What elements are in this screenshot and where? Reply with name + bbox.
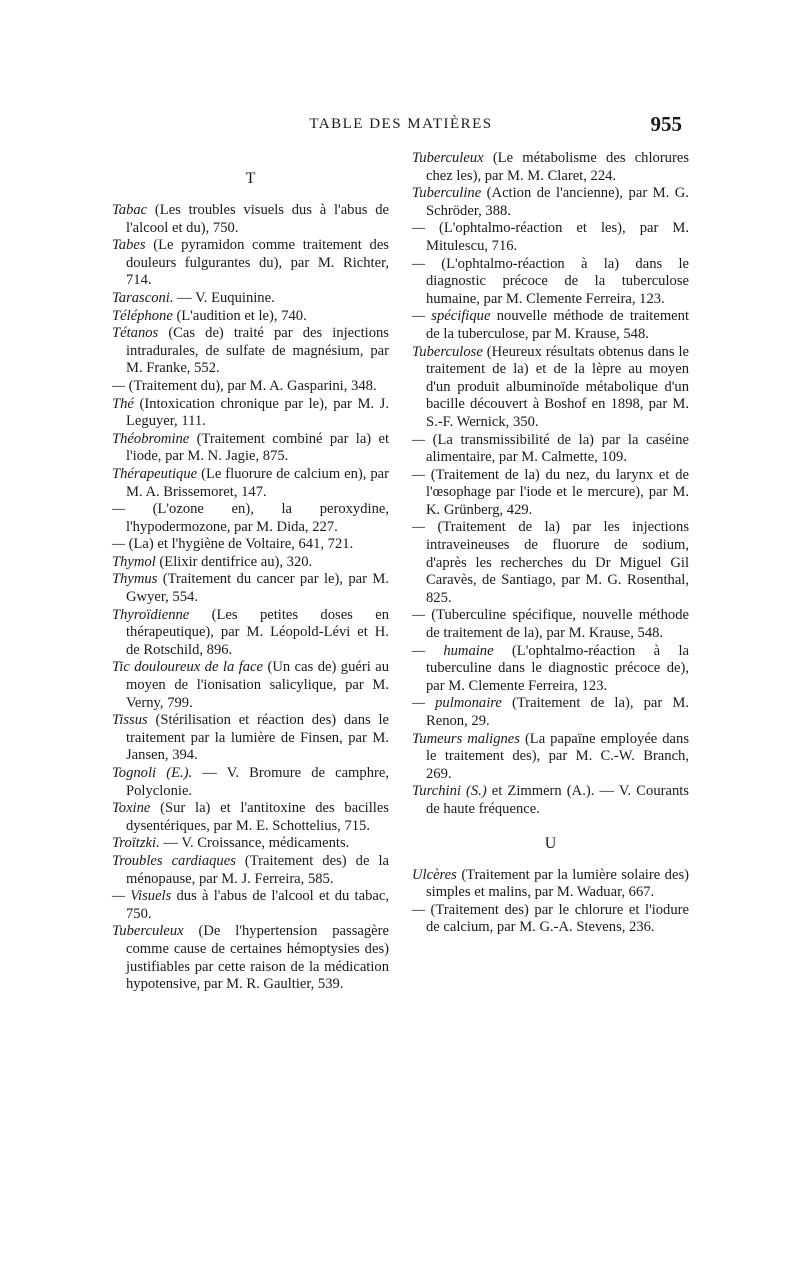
index-entry <box>112 835 389 853</box>
index-entry <box>112 554 389 572</box>
section-letter-t: T <box>245 170 256 187</box>
entry-heading: — humaine <box>412 642 494 659</box>
entry-heading: Tuberculeux <box>112 923 184 940</box>
index-entry <box>112 712 389 765</box>
index-entry <box>412 519 689 607</box>
entry-text: (La) et l'hygiène de Voltaire, 641, 721. <box>124 536 354 553</box>
entry-text: (Traitement de la) par les injections intraveineuses de fluorure de sodium, d'après les recherches du Dr Miguel Gil Caravès, de Santiago, par M. G. Rosenthal, 825. <box>424 519 689 606</box>
right-column <box>412 150 689 937</box>
entry-text: (Le fluorure de calcium en), par M. A. Brissemoret, 147. <box>126 465 389 500</box>
entry-text: (Elixir dentifrice au), 320. <box>155 553 313 570</box>
entry-heading: — <box>412 466 425 483</box>
entry-text: (La transmissibilité de la) par la caséine alimentaire, par M. Calmette, 109. <box>424 431 689 466</box>
entry-heading: Tuberculeux <box>412 150 484 166</box>
entry-heading: Thérapeutique <box>112 465 198 482</box>
entry-heading: — <box>412 255 425 272</box>
index-entry <box>412 344 689 432</box>
entry-heading: — <box>412 519 425 536</box>
entries-list <box>412 867 689 937</box>
entry-text: (De l'hypertension passagère comme cause de certaines hémoptysies des) justifiables par cette raison de la médication hypotensive, par M. R. Gaultier, 539. <box>126 923 389 993</box>
index-entry <box>112 431 389 466</box>
entry-text: (La papaïne employée dans le traitement des), par M. C.-W. Branch, 269. <box>426 730 690 782</box>
entry-heading: Thyroïdienne <box>112 606 190 623</box>
entry-heading: Turchini (S.) <box>412 783 487 800</box>
entry-text: (Sur la) et l'antitoxine des bacilles dysentériques, par M. E. Schottelius, 715. <box>126 800 389 834</box>
entry-heading: Tuberculose <box>412 343 483 360</box>
index-entry <box>112 308 389 326</box>
entry-heading: Tabac <box>112 202 148 218</box>
entry-text: dus à l'abus de l'alcool et du tabac, 750. <box>126 888 389 922</box>
index-entry <box>112 290 389 308</box>
index-entry <box>112 501 389 536</box>
entry-heading: — <box>412 220 425 237</box>
entry-text: (Traitement par la lumière solaire des) simples et malins, par M. Waduar, 667. <box>426 866 689 901</box>
entries-list <box>412 150 689 819</box>
running-head: TABLE DES MATIÈRES <box>309 116 493 132</box>
entry-text: (Les petites doses en thérapeutique), par M. Léopold-Lévi et H. de Rotschild, 896. <box>126 606 389 658</box>
entry-heading: Thymus <box>112 571 158 588</box>
entry-heading: Tognoli (E.). <box>112 765 193 781</box>
index-entry <box>112 466 389 501</box>
index-entry <box>412 867 689 902</box>
entry-heading: Thymol <box>112 553 156 570</box>
entry-heading: Tumeurs malignes <box>412 730 520 747</box>
entry-text: (Traitement de la) du nez, du larynx et de l'œsophage par l'iode et le mercure), par M. K. Grünberg, 429. <box>424 466 689 518</box>
index-entry <box>412 731 689 784</box>
entry-text: (Traitement des) par le chlorure et l'iodure de calcium, par M. G.-A. Stevens, 236. <box>424 901 689 936</box>
index-entry <box>412 695 689 730</box>
entry-heading: — spécifique <box>412 308 491 325</box>
index-entry <box>112 571 389 606</box>
entry-heading: — <box>412 607 425 624</box>
entries-list <box>112 202 389 994</box>
entry-heading: — pulmonaire <box>412 695 502 712</box>
entry-text: (Le métabolisme des chlorures chez les), par M. M. Claret, 224. <box>426 150 689 184</box>
entry-text: (Tuberculine spécifique, nouvelle méthode de traitement de la), par M. Krause, 548. <box>424 607 689 642</box>
entry-text: (L'ophtalmo-réaction à la) dans le diagnostic précoce de la tuberculose humaine, par M. Clemente Ferreira, 123. <box>424 255 689 307</box>
entry-text: (Intoxication chronique par le), par M. J. Leguyer, 111. <box>126 395 389 430</box>
index-entry <box>112 202 389 237</box>
index-entry <box>412 308 689 343</box>
entry-text: (Traitement combiné par la) et l'iode, par M. N. Jagie, 875. <box>126 430 389 465</box>
index-entry <box>412 607 689 642</box>
index-entry <box>112 536 389 554</box>
entry-text: — V. Euquinine. <box>173 289 275 306</box>
entry-heading: Troïtzki. <box>112 835 160 852</box>
entry-heading: Ulcères <box>412 866 457 883</box>
entry-text: — V. Croissance, médicaments. <box>159 835 350 852</box>
entry-text: (Traitement du), par M. A. Gasparini, 348. <box>124 377 377 394</box>
index-entry <box>412 643 689 696</box>
index-entry <box>112 853 389 888</box>
entry-heading: Tuberculine <box>412 185 482 202</box>
entry-text: (L'ozone en), la peroxydine, l'hypodermozone, par M. Dida, 227. <box>124 501 389 535</box>
entry-text: (Cas de) traité par des injections intradurales, de sulfate de magnésium, par M. Franke, 552. <box>126 325 389 377</box>
entry-heading: — <box>112 536 125 553</box>
index-entry <box>412 220 689 255</box>
index-entry <box>412 902 689 937</box>
entry-heading: Téléphone <box>112 307 173 324</box>
entry-text: (L'ophtalmo-réaction à la tuberculine dans le diagnostic précoce de), par M. Clemente Ferreira, 123. <box>426 642 689 694</box>
index-entry <box>412 185 689 220</box>
entry-heading: Thé <box>112 395 134 412</box>
index-entry <box>112 396 389 431</box>
entry-heading: — <box>412 901 425 918</box>
index-entry <box>112 888 389 923</box>
entry-heading: Tarasconi. <box>112 289 174 306</box>
index-entry <box>112 607 389 660</box>
index-entry <box>412 783 689 818</box>
index-entry <box>412 467 689 520</box>
index-entry <box>112 923 389 993</box>
entry-heading: Tétanos <box>112 325 159 342</box>
entry-heading: Tabes <box>112 237 146 254</box>
index-entry <box>412 256 689 309</box>
entry-heading: Toxine <box>112 800 151 817</box>
index-entry <box>412 150 689 185</box>
index-entry <box>112 325 389 378</box>
entry-heading: Troubles cardiaques <box>112 852 236 869</box>
index-entry <box>112 378 389 396</box>
left-column <box>112 150 389 994</box>
index-entry <box>112 237 389 290</box>
entry-text: (Traitement du cancer par le), par M. Gwyer, 554. <box>126 571 389 606</box>
entry-text: et Zimmern (A.). — V. Courants de haute fréquence. <box>426 783 689 817</box>
entry-text: nouvelle méthode de traitement de la tuberculose, par M. Krause, 548. <box>426 308 690 342</box>
index-entry <box>112 765 389 800</box>
entry-heading: — Visuels <box>112 888 172 905</box>
entry-heading: Tic douloureux de la face <box>112 659 264 676</box>
entry-text: (L'audition et le), 740. <box>172 307 307 324</box>
entry-text: (Traitement de la), par M. Renon, 29. <box>426 695 690 729</box>
entry-text: (Heureux résultats obtenus dans le traitement de la) et de la lèpre au moyen d'un produit albuminoïde métabolique d'un bacille découvert à Boshof en 1898, par M. S.-F. Wernick, 350. <box>426 343 689 430</box>
entry-text: (Les troubles visuels dus à l'abus de l'alcool et du), 750. <box>126 202 389 236</box>
index-entry <box>112 800 389 835</box>
entry-heading: — <box>112 501 125 518</box>
entry-text: (Stérilisation et réaction des) dans le traitement par la lumière de Finsen, par M. Jansen, 394. <box>126 712 389 764</box>
entry-heading: — <box>412 431 425 448</box>
entry-text: (Traitement des) de la ménopause, par M. J. Ferreira, 585. <box>126 852 389 887</box>
index-entry <box>112 659 389 712</box>
entry-heading: Théobromine <box>112 430 190 447</box>
section-letter-u: U <box>544 834 557 852</box>
entry-text: — V. Bromure de camphre, Polyclonie. <box>126 765 389 799</box>
entry-heading: Tissus <box>112 712 148 729</box>
entry-text: (Un cas de) guéri au moyen de l'ionisation salicylique, par M. Verny, 799. <box>126 659 390 711</box>
entry-heading: — <box>112 377 125 394</box>
entry-text: (Le pyramidon comme traitement des douleurs fulgurantes du), par M. Richter, 714. <box>126 237 389 289</box>
entry-text: (L'ophtalmo-réaction et les), par M. Mitulescu, 716. <box>424 220 689 254</box>
entry-text: (Action de l'ancienne), par M. G. Schröder, 388. <box>426 185 689 219</box>
index-entry <box>412 432 689 467</box>
page-number: 955 <box>650 112 682 136</box>
page-header <box>120 112 682 136</box>
